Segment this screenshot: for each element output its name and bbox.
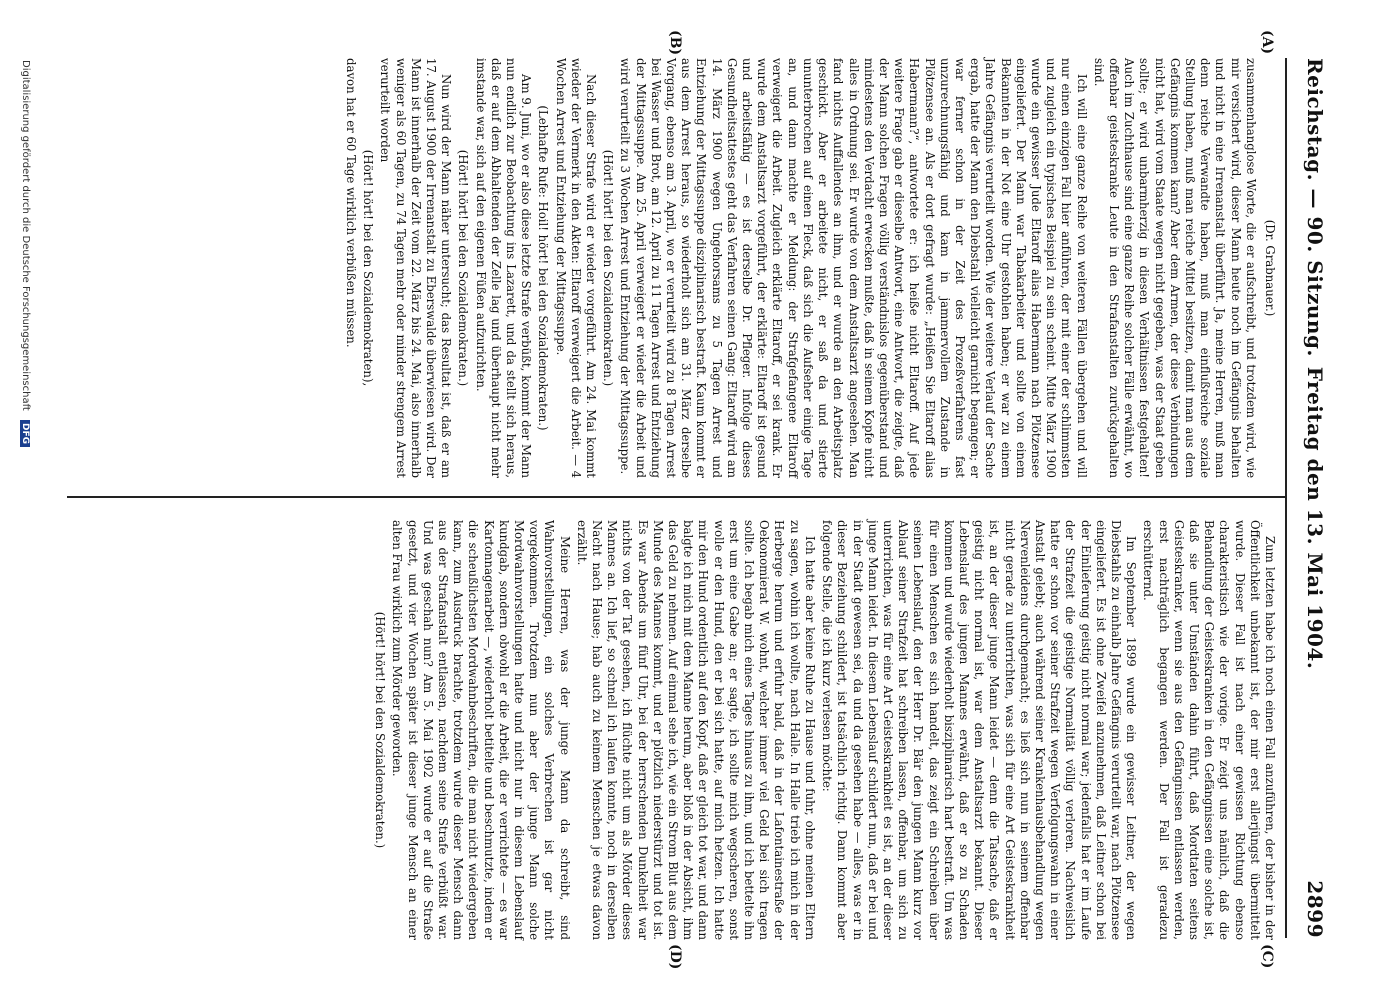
interjection: (Hört! hört! bei den Sozialdemokraten.) [456, 149, 471, 387]
margin-letter-c: (C) [1259, 944, 1275, 969]
page-header [1297, 58, 1331, 938]
header-session: Reichstag. — 90. Sitzung. [1303, 58, 1327, 357]
interjection: (Hört! hört! bei den Sozialdemokraten.) [601, 149, 616, 387]
digitization-footer [20, 60, 31, 960]
margin-letter-d: (D) [667, 944, 683, 970]
paragraph: Nun wird der Mann näher untersucht; das Resultat ist, daß er am 17. August 1900 der Irrenanstalt zu Eberswalde überwiesen wird. Der Mann ist innerhalb der Zeit vom 22. März bis 24. Mai, also innerhalb weniger als 60 Tagen, zu 74 Tagen mehr oder minder strengem Arrest verurteilt worden [378, 58, 454, 478]
interjection: (Hört! hört! bei den Sozialdemokraten.) [373, 611, 388, 849]
column-divider [67, 496, 1287, 498]
header-rule [1285, 58, 1287, 938]
paragraph: zusammenhanglose Worte, die er aufschreibt, und trotzdem wird, wie mir versichert wird, dieser Mann heute noch im Gefängnis behalten und nicht in eine Irrenanstalt überführt. Ja, meine Herren, muß man denn reiche Verwandte haben, muß man einflußreiche soziale Stellung haben, muß man reiche Mittel besitzen, damit man aus dem Gefängnis kommen kann? Aber dem Armen, der diese Verbindungen nicht hat, wird vom Staate wegen nicht gegeben, was der Staat geben sollte; er wird unbarmherzig in diesen Verhältnissen festgehalten! Auch im Zuchthause sind eine ganze Reihe solcher Fälle erwähnt, wo offenbar geisteskranke Leute in den Strafanstalten zurückgehalten sind. [1091, 58, 1258, 478]
paragraph: Zum letzten habe ich noch einen Fall anzuführen, der bisher in der Öffentlichkeit unbekannt ist, der mir erst allerjüngst übermittelt wurde. Dieser Fall ist nach einer gewissen Richtung ebenso charakteristisch wie der vorige. Er zeigt uns nämlich, daß die Behandlung der Geisteskranken in den Gefängnissen eine solche ist, daß sie unter Umständen dahin führt, daß Mordtaten seitens Geisteskranker, wenn sie aus den Gefängnissen entlassen werden, erst nachträglich begangen werden. Der Fall ist geradezu erschütternd. [1141, 520, 1277, 940]
speaker-name: (Dr. Grabnauer.) [1263, 219, 1277, 317]
interjection: (Lebhafte Rufe: Hoil! hört! bei den Sozialdemokraten.) [536, 105, 551, 431]
paragraph: Am 9. Juni, wo er also diese letzte Strafe verbüßt, kommt der Mann nun endlich zur Beobachtung ins Lazarett, und da stellt sich heraus, daß er auf dem Abhaltenden der Zelle lag und überhaupt nicht mehr imstande war, sich auf den eigenen Füßen aufzurichten. [473, 58, 534, 478]
page-number: 2899 [1303, 880, 1327, 938]
header-date: Freitag den 13. Mai 1904. [1303, 366, 1327, 670]
margin-letter-a: (A) [1259, 30, 1275, 55]
interjection: (Hört! hört! bei den Sozialdemokraten), [361, 149, 376, 387]
paragraph: Im September 1899 wurde ein gewisser Leitner, der wegen Diebstahls zu einhalb Jahre Gefängnis verurteilt war, nach Plötzensee eingeliefert. Es ist ohne Zweifel anzunehmen, daß Leitner schon bei der Einlieferung geistig nicht normal war; jedenfalls hat er im Laufe der Strafzeit die geistige Normalität völlig verloren. Nachweislich hatte er schon vor seiner Strafzeit wegen Verfolgungswahn in einer Anstalt gelebt; auch während seiner Krankenhausbehandlung wegen Nervenleidens durchgemacht; es ließ sich nun in seinem offenbar nicht gerade zu unterrichten, was sich für eine Art Geisteskrankheit ist, an der dieser junge Mann leidet — denn die Tatsache, daß er geistig nicht normal ist, war dem Anstaltsarzt bekannt. Dieser Lebenslauf des jungen Mannes erwähnt, daß er so zu Schaden kommen und wurde wiederholt bisziplinarisch hart bestraft. Um was für einen Menschen es sich handelt, das zeigt ein Schreiben über seinen Lebenslauf, den der Herr Dr. Bär den jungen Mann kurz vor Ablauf seiner Strafzeit hat schreiben lassen, offenbar, um sich zu unterrichten, was für eine Art Geisteskrankheit es ist, an der dieser junge Mann leidet. In diesem Lebenslauf schildert nun, daß er bei und in der Stadt gewesen sei, da und da gesehen habe — alles, was er in dieser Beziehung schildert, ist tatsächlich richtig. Dann kommt aber folgende Stelle, die ich kurz verlesen möchte: [820, 520, 1139, 940]
left-column [341, 58, 1277, 478]
right-column [370, 520, 1277, 940]
quoted-passage: Ich hatte aber keine Ruhe zu Hause und fuhr, ohne meinen Eltern zu sagen, wohin ich wollte, nach Halle. In Halle trieb ich mich in der Herberge herum und erfuhr bald, daß in der Lafontainestraße der Oekonomierat W. wohnt, welcher immer viel Geld bei sich tragen sollte. Ich begab mich eines Tages hinaus zu ihm, und ich bettelte ihn erst um eine Gabe an; er sagte, ich sollte mich wegscheren, sonst wolle er den Hund, den er bei sich hatte, auf mich hetzen. Ich hatte mir den Hund ordentlich auf den Kopf, daß er gleich tot war, und dann balgte ich mich mit dem Manne herum, aber bloß in der Absicht, ihm das Geld zu nehmen. Auf einmal sehe ich, wie ein Strom Blut aus dem Munde des Mannes kommt, und er plötzlich niederstürzt und tot ist. Es war Abends um fünf Uhr, bei der herrschenden Dunkelheit war nichts von der Tat gesehen, ich flüchte nicht um als Mörder dieses Mannes an. Ich lief, so schnell ich laufen konnte, noch in derselben Nacht nach Hause; hab auch zu keinem Menschen je etwas davon erzählt. [574, 520, 817, 940]
dfg-logo: DFG [20, 420, 30, 447]
paragraph: davon hat er 60 Tage wirklich verbüßen müssen. [344, 58, 359, 348]
paragraph: Nach dieser Strafe wird er wieder vorgeführt. Am 24. Mai kommt wieder der Vermerk in den Akten: Eltaroff verweigert die Arbeit. — 4 Wochen Arrest und Entziehung der Mittagssuppe. [553, 58, 599, 478]
paragraph: Ich will eine ganze Reihe von weiteren Fällen übergehen und will nur einen einzigen Fall hier anführen, der mit einer der schlimmsten und zugleich ein typisches Beispiel zu sein scheint. Mitte März 1900 wurde ein gewisser Jude Eltaroff alias Habermann nach Plötzensee eingeliefert. Der Mann war Tabakarbeiter und sollte von einem Bekannten in der Not eine Uhr gestohlen haben; er war zu einem Jahre Gefängnis verurteilt worden. Wie der weitere Verlauf der Sache ergab, hatte der Mann den Diebstahl vielleicht garnicht begangen; er war ferner schon in der Zeit des Prozeßverfahrens fast unzurechnungsfähig und kam in jammervollem Zustande in Plötzensee an. Als er dort gefragt wurde: „Heißen Sie Eltaroff alias Habermann?“, antwortete er: ich heiße nicht Eltaroff. Auf jede weitere Frage gab er dieselbe Antwort, eine Antwort, die zeigte, daß der Mann solchen Fragen völlig verständnislos gegenüberstand und mindestens den Verdacht erwecken mußte, daß in seinem Kopfe nicht alles in Ordnung sei. Er wurde von dem Anstaltsarzt angesehen. Man fand nichts Auffallendes an ihm, und er wurde an den Arbeitsplatz geschickt. Aber er arbeitete nicht, er saß da und stierte ununterbrochen auf einen Fleck, daß sich die Aufseher einige Tage an, und dann machte er Meldung: der Strafgefangene Eltaroff verweigert die Arbeit. Zugleich erklärte Eltaroff, er sei krank. Er wurde dem Anstaltsarzt vorgeführt, der erklärte: Eltaroff ist gesund und arbeitsfähig — es ist derselbe Dr. Pfleger. Infolge dieses Gesundheitsattestes geht das Verfahren seinen Gang: Eltaroff wird am 14. März 1900 wegen Ungehorsams zu 5 Tagen Arrest und Entziehung der Mittagssuppe disziplinarisch bestraft. Kaum kommt er aus dem Arrest heraus, so wiederholt sich am 31. März derselbe Vorgang, ebenso am 3. April, wo er verurteilt wird zu 8 Tagen Arrest bei Wasser und Brot, am 12. April zu 11 Tagen Arrest und Entziehung der Mittagssuppe. Am 25. April verweigert er wieder die Arbeit und wird verurteilt zu 3 Wochen Arrest und Entziehung der Mittagssuppe. [618, 58, 1089, 478]
footer-text: Digitalisierung gefördert durch die Deutsche Forschungsgemeinschaft [20, 60, 31, 411]
margin-letter-b: (B) [667, 30, 683, 56]
paragraph: Meine Herren, was der junge Mann da schreibt, sind Wahnvorstellungen, ein solches Verbrechen ist gar nicht vorgekommen. Trotzdem nun aber der junge Mann solche Mordwahnvorstellungen hatte und nicht nur in diesem Lebenslauf kundgab, sondern obwohl er die Arbeit, die er verrichtete — es war Kartonnagenarbeit —, wiederholt betitelte und beschmutzte, indem er die scheußlichsten Mordwahnbeschriften, die man nicht wiedergeben kann, zum Ausdruck brachte, trotzdem wurde dieser Mensch dann aus der Strafanstalt entlassen, nachdem seine Strafe verbüßt war. Und was geschah nun? Am 5. Mai 1902 wurde er auf die Straße gesetzt, und vier Wochen später ist dieser junge Mensch an einer alten Frau wirklich zum Mörder geworden. [390, 520, 572, 940]
